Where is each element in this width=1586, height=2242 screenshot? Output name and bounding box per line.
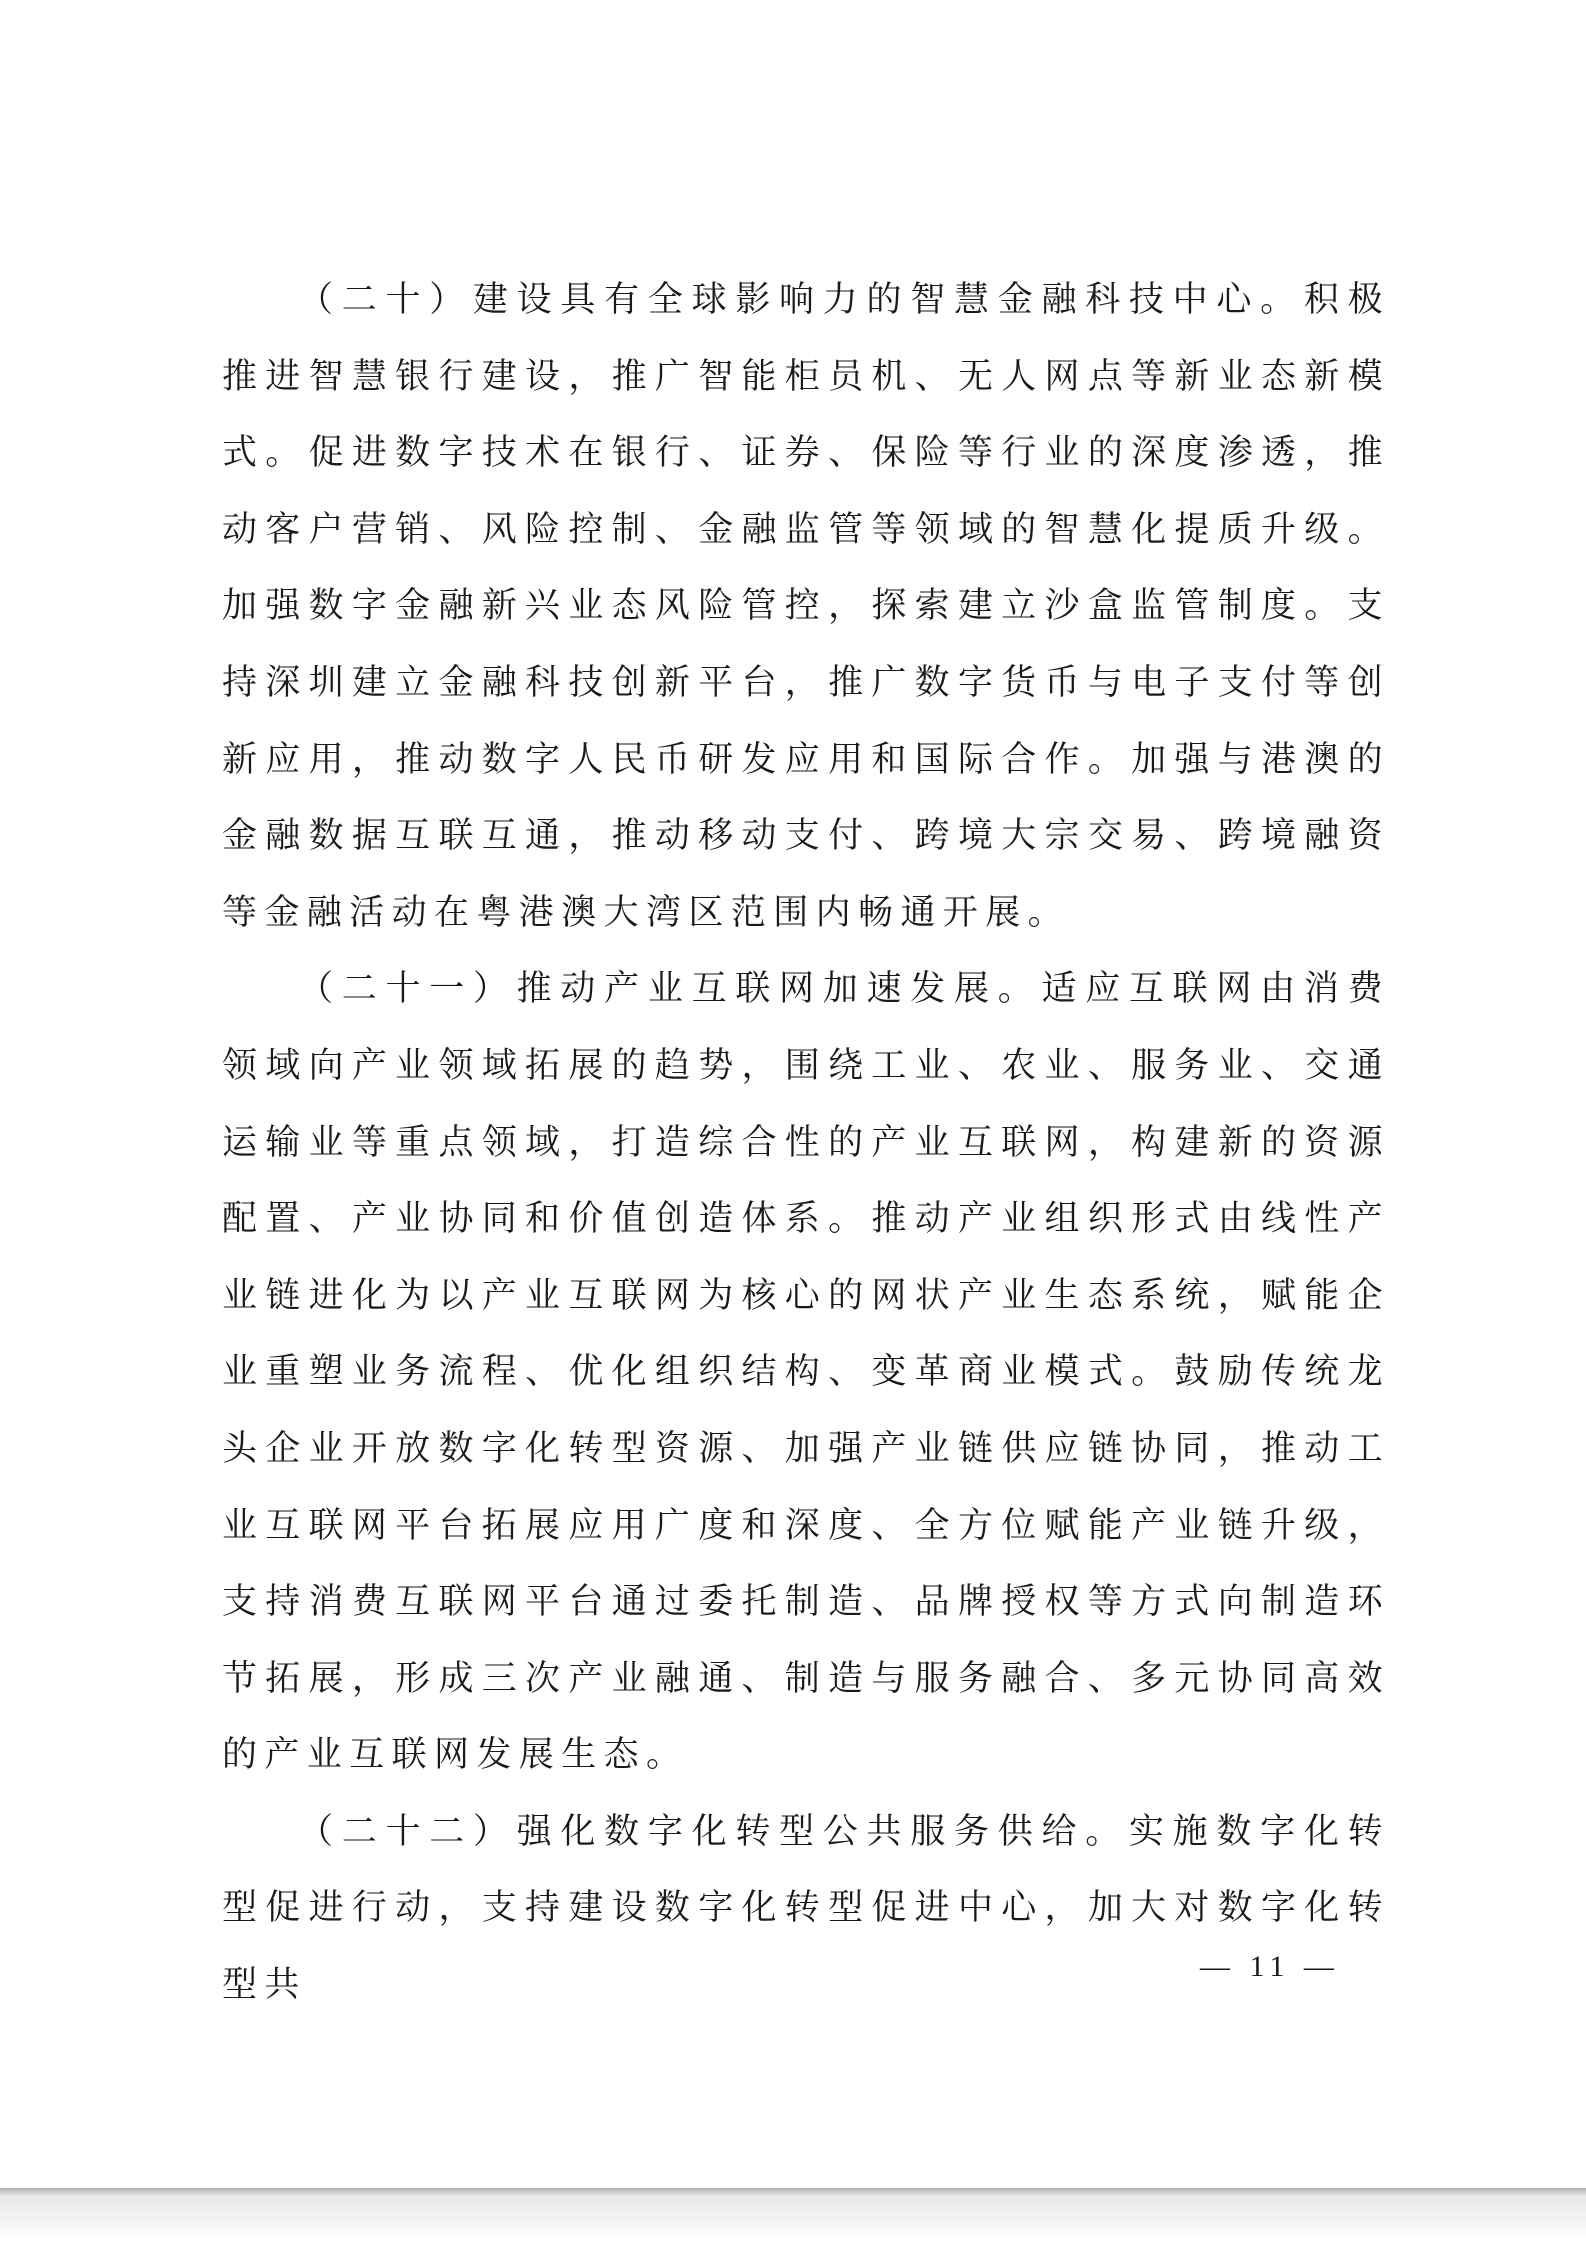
paragraph-text: 适应互联网由消费领域向产业领域拓展的趋势，围绕工业、农业、服务业、交通运输业等重点领域，打造综合性的产业互联网，构建新的资源配置、产业协同和价值创造体系。推动产业组织形式由线性产业链进化为以产业互联网为核心的网状产业生态系统，赋能企业重塑业务流程、优化组织结构、变革商业模式。鼓励传统龙头企业开放数字化转型资源、加强产业链供应链协同，推动工业互联网平台拓展应用广度和深度、全方位赋能产业链升级，支持消费互联网平台通过委托制造、品牌授权等方式向制造环节拓展，形成三次产业融通、制造与服务融合、多元协同高效的产业互联网发展生态。 bbox=[222, 969, 1390, 1776]
paragraph-text: 实施数字化转型促进行动，支持建设数字化转型促进中心，加大对数字化转型共 bbox=[222, 1811, 1391, 2006]
document-body bbox=[222, 262, 1390, 2024]
scan-edge-divider bbox=[0, 2188, 1586, 2196]
scan-edge-shadow bbox=[0, 2196, 1586, 2242]
paragraph-heading: （二十）建设具有全球影响力的智慧金融科技中心。 bbox=[298, 280, 1304, 320]
page-number: — 11 — bbox=[1200, 1950, 1340, 1983]
paragraph-21 bbox=[222, 951, 1390, 1794]
paragraph-heading: （二十一）推动产业互联网加速发展。 bbox=[298, 969, 1042, 1010]
paragraph-text: 积极推进智慧银行建设，推广智能柜员机、无人网点等新业态新模式。促进数字技术在银行、证券、保险等行业的深度渗透，推动客户营销、风险控制、金融监管等领域的智慧化提质升级。加强数字金融新兴业态风险管控，探索建立沙盒监管制度。支持深圳建立金融科技创新平台，推广数字货币与电子支付等创新应用，推动数字人民币研发应用和国际合作。加强与港澳的金融数据互联互通，推动移动支付、跨境大宗交易、跨境融资等金融活动在粤港澳大湾区范围内畅通开展。 bbox=[222, 280, 1390, 933]
paragraph-22 bbox=[222, 1794, 1390, 2024]
paragraph-20 bbox=[222, 262, 1390, 951]
paragraph-heading: （二十二）强化数字化转型公共服务供给。 bbox=[298, 1811, 1129, 1852]
